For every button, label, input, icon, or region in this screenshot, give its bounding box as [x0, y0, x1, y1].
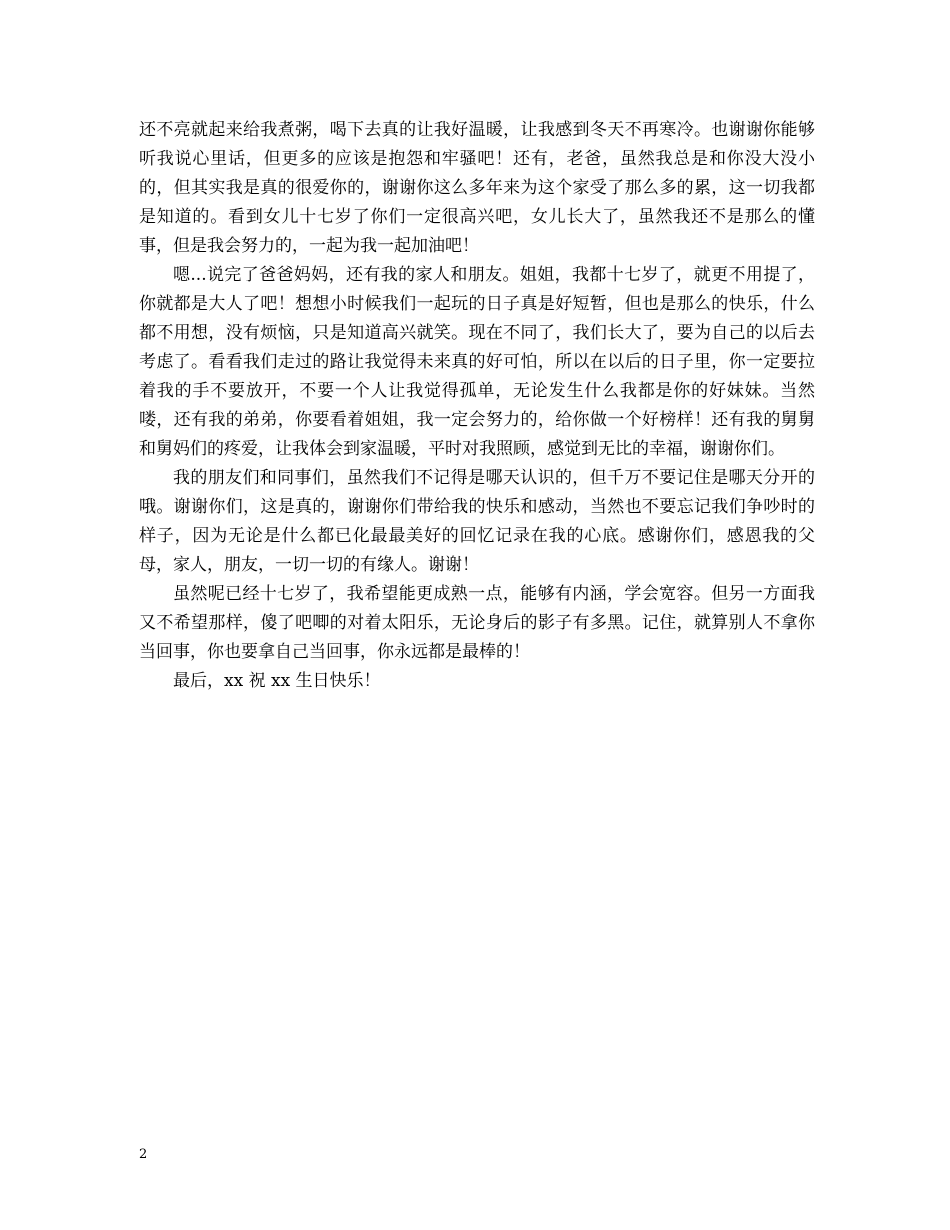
paragraph-2: 嗯...说完了爸爸妈妈，还有我的家人和朋友。姐姐，我都十七岁了，就更不用提了，你就都是大人了吧！想想小时候我们一起玩的日子真是好短暂，但也是那么的快乐，什么都不用想，没有烦恼，只是知道高兴就笑。现在不同了，我们长大了，要为自己的以后去考虑了。看看我们走过的路让我觉得未来真的好可怕，所以在以后的日子里，你一定要拉着我的手不要放开，不要一个人让我觉得孤单，无论发生什么我都是你的好妹妹。当然喽，还有我的弟弟，你要看着姐姐，我一定会努力的，给你做一个好榜样！还有我的舅舅和舅妈们的疼爱，让我体会到家温暖，平时对我照顾，感觉到无比的幸福，谢谢你们。	[139, 265, 815, 459]
body-text	[139, 116, 815, 696]
page-number: 2	[139, 1147, 148, 1162]
paragraph-1: 还不亮就起来给我煮粥，喝下去真的让我好温暖，让我感到冬天不再寒冷。也谢谢你能够听我说心里话，但更多的应该是抱怨和牢骚吧！还有，老爸，虽然我总是和你没大没小的，但其实我是真的很爱你的，谢谢你这么多年来为这个家受了那么多的累，这一切我都是知道的。看到女儿十七岁了你们一定很高兴吧，女儿长大了，虽然我还不是那么的懂事，但是我会努力的，一起为我一起加油吧！	[139, 120, 815, 256]
paragraph-4: 虽然呢已经十七岁了，我希望能更成熟一点，能够有内涵，学会宽容。但另一方面我又不希望那样，傻了吧唧的对着太阳乐，无论身后的影子有多黑。记住，就算别人不拿你当回事，你也要拿自己当回事，你永远都是最棒的！	[139, 584, 815, 662]
paragraph-3: 我的朋友们和同事们，虽然我们不记得是哪天认识的，但千万不要记住是哪天分开的哦。谢谢你们，这是真的，谢谢你们带给我的快乐和感动，当然也不要忘记我们争吵时的样子，因为无论是什么都已化最最美好的回忆记录在我的心底。感谢你们，感恩我的父母，家人，朋友，一切一切的有缘人。谢谢！	[139, 468, 815, 575]
paragraph-5: 最后，xx 祝 xx 生日快乐！	[173, 671, 381, 691]
